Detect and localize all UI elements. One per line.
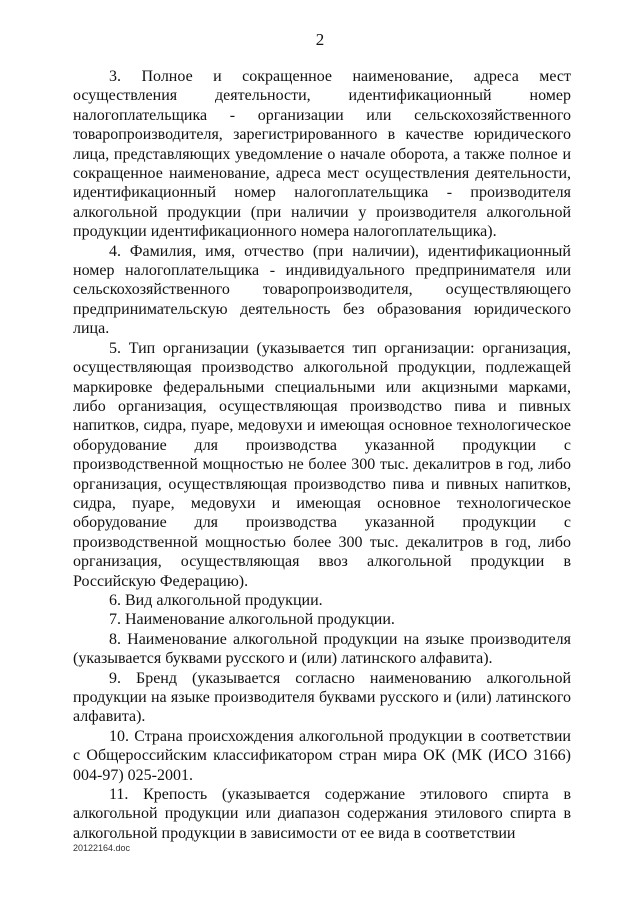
footer-filename: 20122164.doc <box>73 843 131 853</box>
paragraph-10: 10. Страна происхождения алкогольной продукции в соответствии с Общероссийским классификатором стран мира ОК (МК (ИСО 3166) 004-97) 025-2001. <box>73 727 571 784</box>
document-body <box>73 67 571 843</box>
paragraph-11: 11. Крепость (указывается содержание этилового спирта в алкогольной продукции или диапазон содержания этилового спирта в алкогольной продукции в зависимости от ее вида в соответствии <box>73 786 571 842</box>
paragraph-9: 9. Бренд (указывается согласно наименованию алкогольной продукции на языке производителя буквами русского и (или) латинского алфавита). <box>73 669 571 726</box>
paragraph-4: 4. Фамилия, имя, отчество (при наличии), идентификационный номер налогоплательщика - индивидуального предпринимателя или сельскохозяйственного товаропроизводителя, осуществляющего предпринимательскую деятельность без образования юридического лица. <box>73 242 571 338</box>
paragraph-8: 8. Наименование алкогольной продукции на языке производителя (указывается буквами русского и (или) латинского алфавита). <box>73 630 571 668</box>
page-number: 2 <box>315 30 325 49</box>
paragraph-6: 6. Вид алкогольной продукции. <box>109 591 323 609</box>
paragraph-5: 5. Тип организации (указывается тип организации: организация, осуществляющая производство алкогольной продукции, подлежащей маркировке федеральными специальными или акцизными марками, либо организация, осуществляющая производство пива и пивных напитков, сидра, пуаре, медовухи и имеющая основное технологическое оборудование для производства указанной продукции с производственной мощностью не более 300 тыс. декалитров в год, либо организация, осуществляющая производство пива и пивных напитков, сидра, пуаре, медовухи и имеющая основное технологическое оборудование для производства указанной продукции с производственной мощностью более 300 тыс. декалитров в год, либо организация, осуществляющая ввоз алкогольной продукции в Российскую Федерацию). <box>73 339 571 590</box>
paragraph-3: 3. Полное и сокращенное наименование, адреса мест осуществления деятельности, идентификационный номер налогоплательщика - организации или сельскохозяйственного товаропроизводителя, зарегистрированного в качестве юридического лица, представляющих уведомление о начале оборота, а также полное и сокращенное наименование, адреса мест осуществления деятельности, идентификационный номер налогоплательщика - производителя алкогольной продукции (при наличии у производителя алкогольной продукции идентификационного номера налогоплательщика). <box>73 68 571 241</box>
paragraph-7: 7. Наименование алкогольной продукции. <box>109 611 395 629</box>
